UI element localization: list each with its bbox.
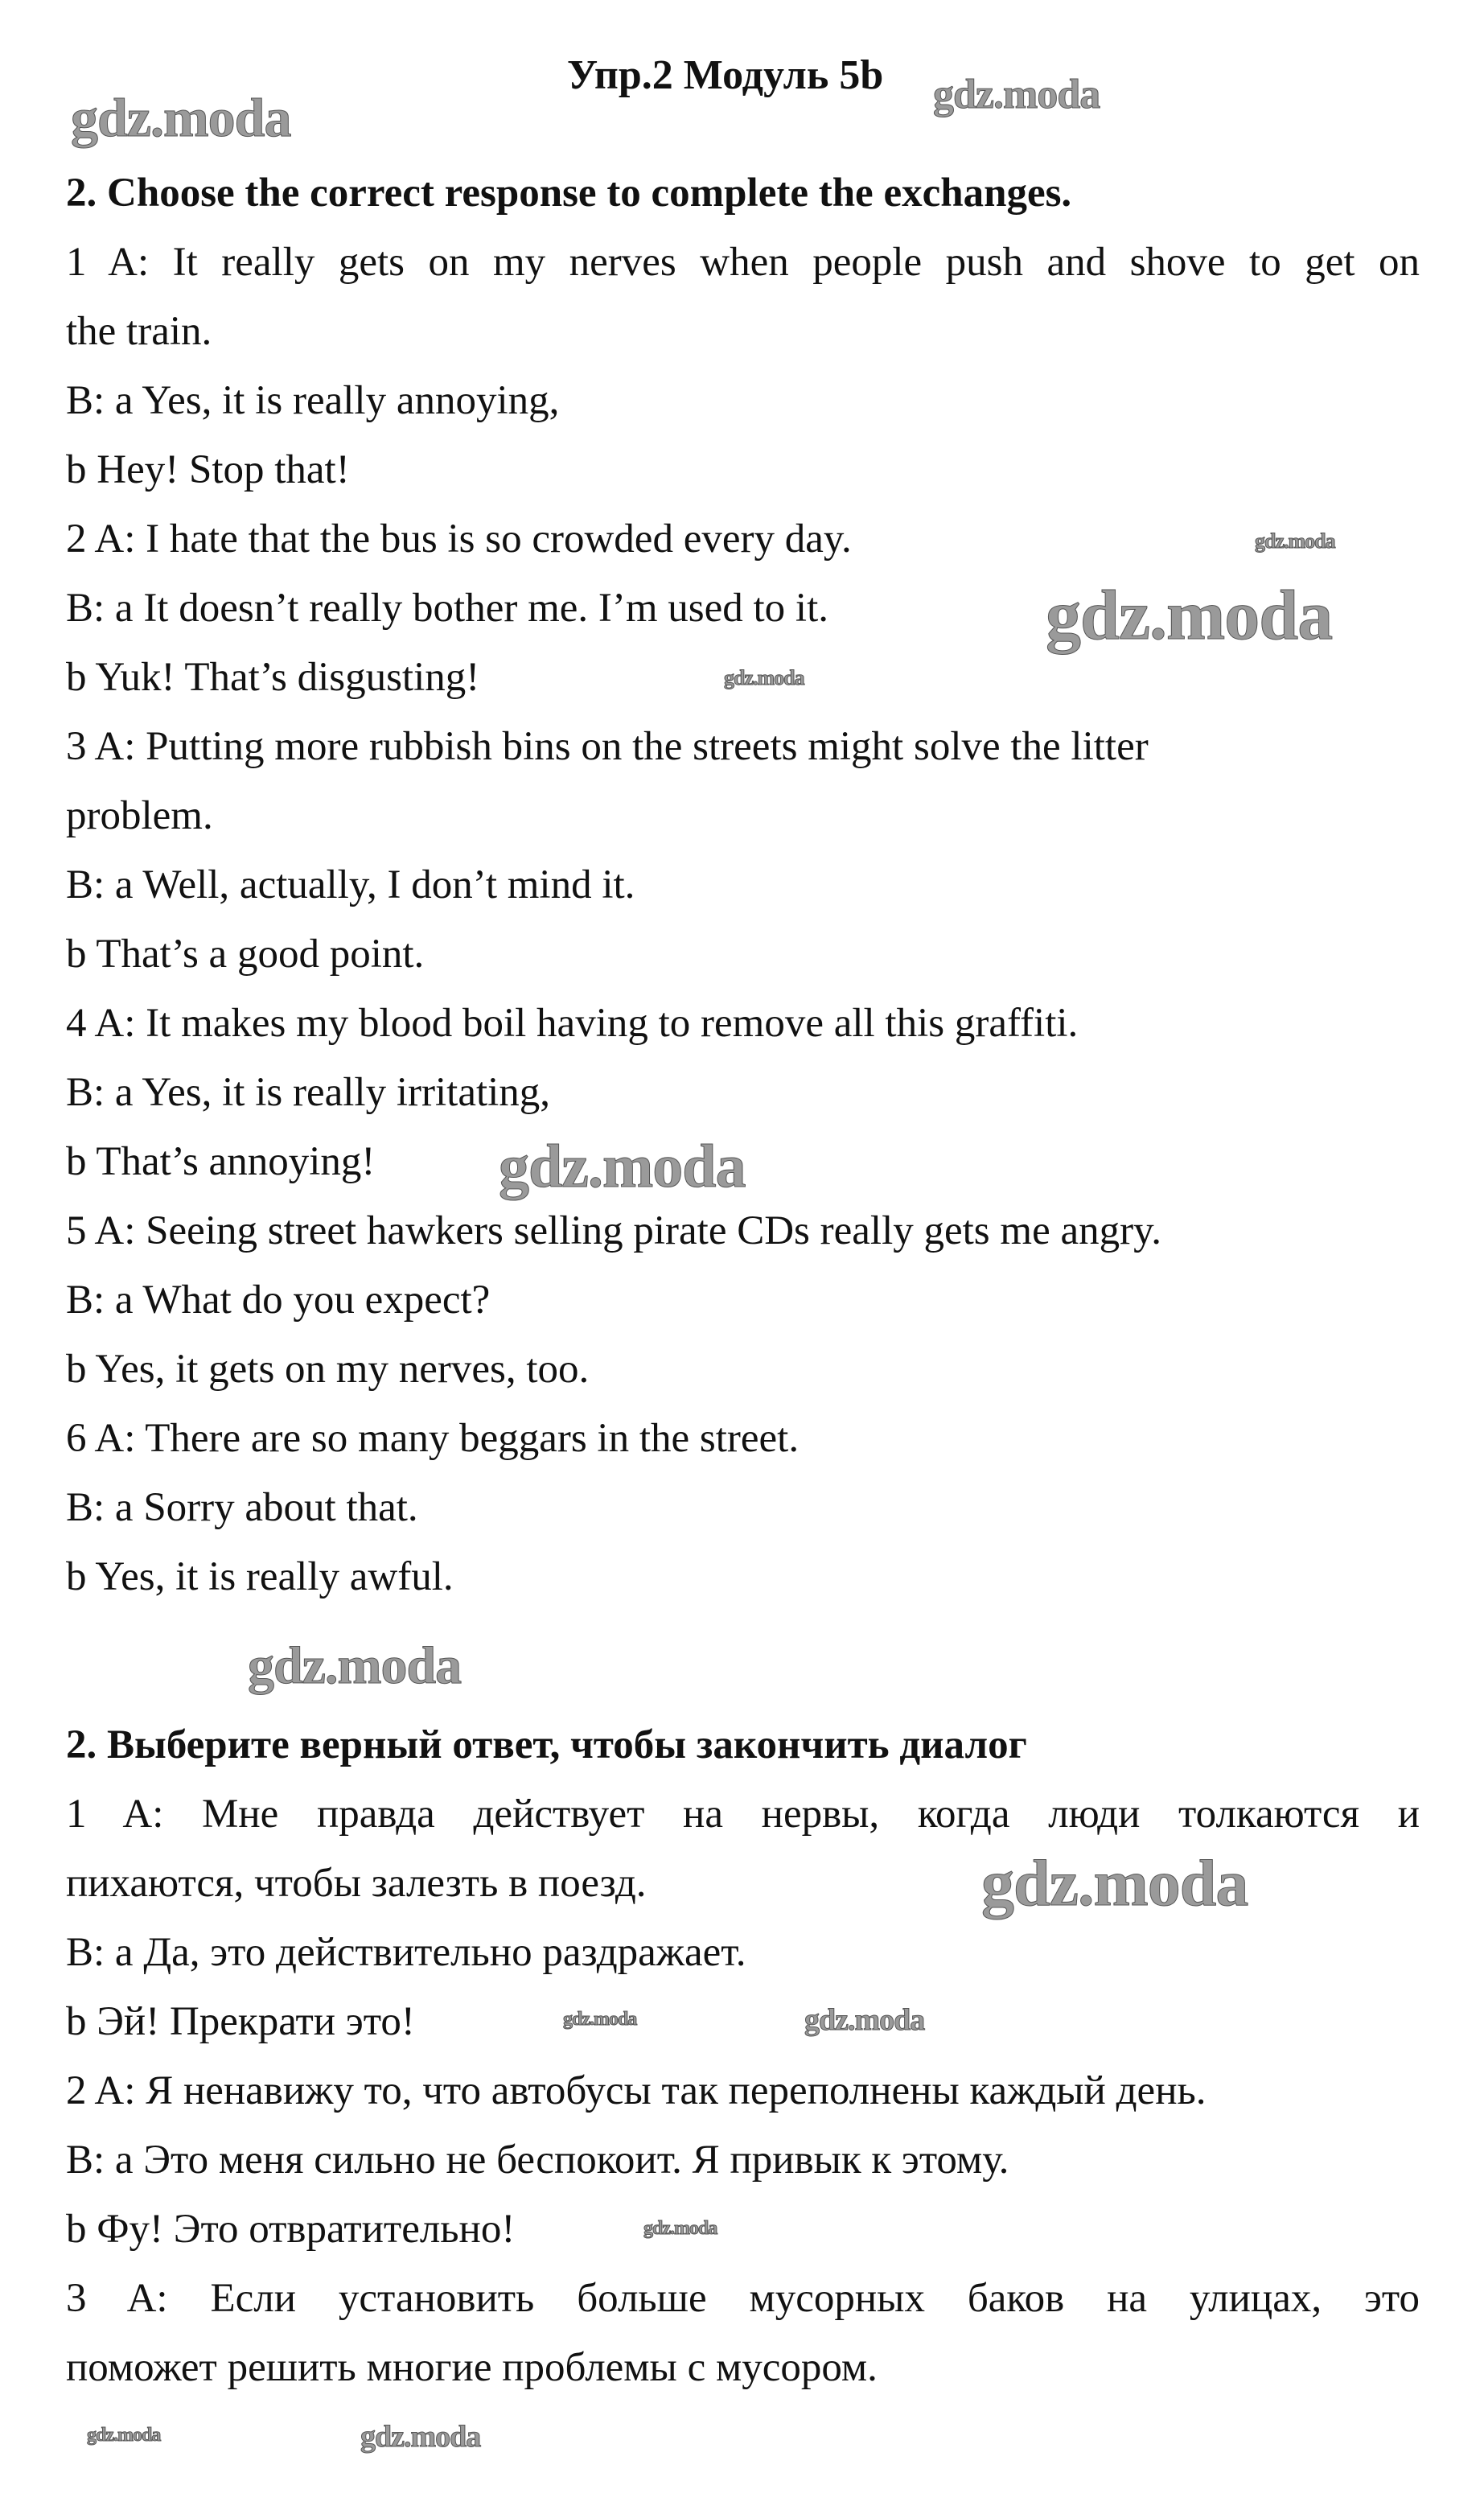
page-title: Упр.2 Модуль 5b — [567, 52, 884, 98]
watermark: gdz.moda — [499, 1133, 746, 1200]
exercise-heading: 2. Choose the correct response to complete the exchanges. — [66, 171, 1072, 216]
watermark: gdz.moda — [981, 1846, 1248, 1919]
text-line: b Yes, it is really awful. — [66, 1554, 454, 1599]
watermark: gdz.moda — [933, 72, 1100, 117]
watermark: gdz.moda — [1046, 577, 1333, 655]
english-exercise — [66, 158, 1420, 1611]
text-line: B: a Well, actually, I don’t mind it. — [66, 862, 635, 907]
text-line: problem. — [66, 793, 213, 838]
text-line: 6 A: There are so many beggars in the street. — [66, 1416, 800, 1461]
watermark: gdz.moda — [563, 2009, 637, 2030]
text-line: b Эй! Прекрати это! — [66, 1999, 415, 2044]
text-line: пихаются, чтобы залезть в поезд. — [66, 1861, 647, 1906]
text-line: b That’s a good point. — [66, 932, 425, 977]
text-line: the train. — [66, 309, 212, 354]
text-line: B: a Yes, it is really annoying, — [66, 378, 560, 423]
russian-exercise — [66, 1710, 1420, 2402]
text-line: B: a Это меня сильно не беспокоит. Я привык к этому. — [66, 2138, 1009, 2183]
text-line: b Фу! Это отвратительно! — [66, 2207, 516, 2252]
watermark: gdz.moda — [643, 2218, 717, 2239]
text-line: 3 A: Если установить больше мусорных баков на улицах, это — [66, 2276, 1420, 2321]
text-line: B: a It doesn’t really bother me. I’m used to it. — [66, 586, 829, 631]
text-line: 5 A: Seeing street hawkers selling pirate CDs really gets me angry. — [66, 1208, 1162, 1253]
text-line: b Yuk! That’s disgusting! — [66, 655, 480, 700]
text-line: 2 A: Я ненавижу то, что автобусы так переполнены каждый день. — [66, 2068, 1207, 2113]
text-line: B: a What do you expect? — [66, 1278, 491, 1323]
text-line: b Yes, it gets on my nerves, too. — [66, 1347, 590, 1392]
text-line: 1 A: It really gets on my nerves when people push and shove to get on — [66, 240, 1420, 285]
text-line: 3 A: Putting more rubbish bins on the streets might solve the litter — [66, 724, 1149, 769]
text-line: поможет решить многие проблемы с мусором. — [66, 2345, 878, 2390]
text-line: B: a Yes, it is really irritating, — [66, 1070, 551, 1115]
watermark: gdz.moda — [804, 2003, 925, 2037]
text-line: B: a Sorry about that. — [66, 1485, 418, 1530]
watermark: gdz.moda — [724, 666, 804, 689]
text-line: b That’s annoying! — [66, 1139, 376, 1184]
text-line: 1 A: Мне правда действует на нервы, когда люди толкаются и — [66, 1792, 1420, 1837]
watermark: gdz.moda — [87, 2425, 161, 2446]
watermark: gdz.moda — [248, 1636, 462, 1695]
watermark: gdz.moda — [1255, 529, 1335, 553]
text-line: B: a Да, это действительно раздражает. — [66, 1930, 746, 1975]
text-line: b Hey! Stop that! — [66, 447, 350, 492]
exercise-heading: 2. Выберите верный ответ, чтобы закончить диалог — [66, 1722, 1027, 1767]
text-line: 2 A: I hate that the bus is so crowded every day. — [66, 516, 852, 562]
text-line: 4 A: It makes my blood boil having to remove all this graffiti. — [66, 1001, 1079, 1046]
watermark: gdz.moda — [71, 87, 291, 148]
watermark: gdz.moda — [360, 2420, 481, 2454]
